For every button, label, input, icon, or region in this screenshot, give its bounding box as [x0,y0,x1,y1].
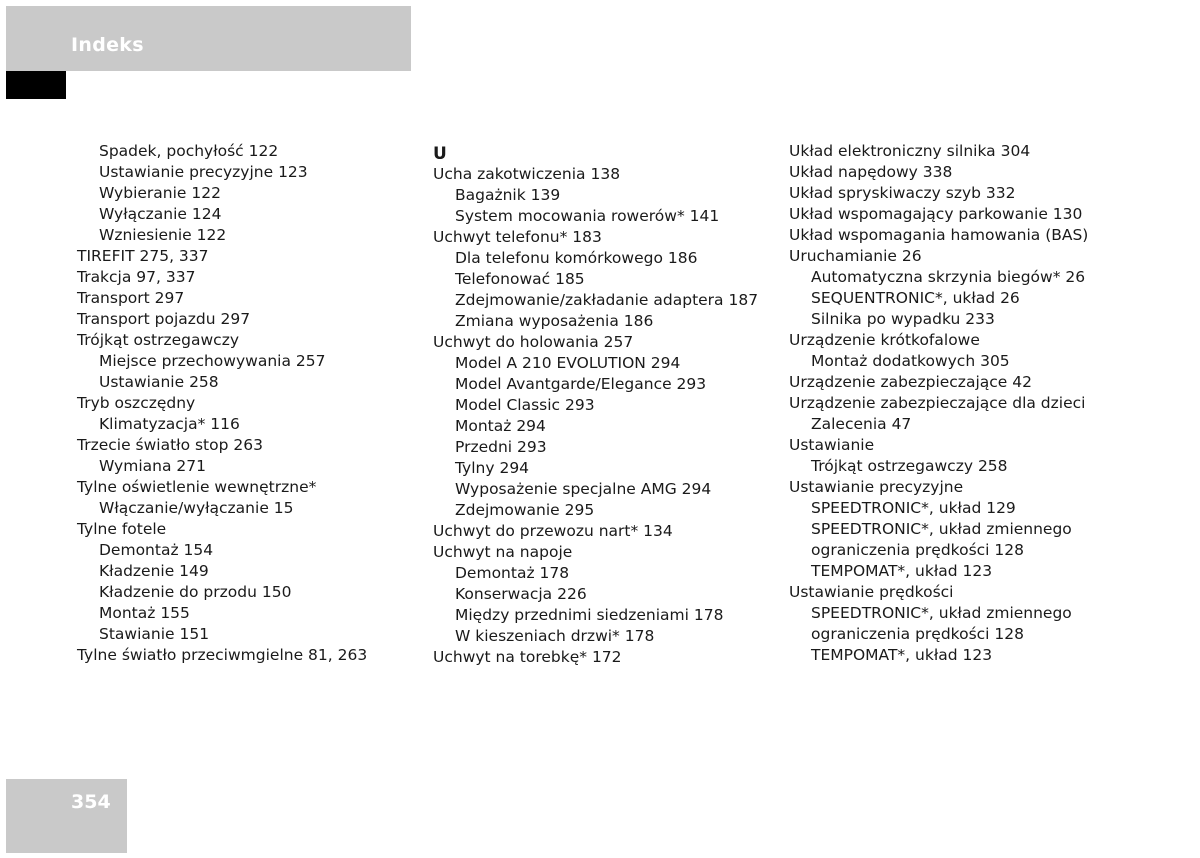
index-subentry: Wymiana 271 [99,457,206,475]
index-entry: Układ wspomagający parkowanie 130 [789,205,1083,223]
index-subentry: Włączanie/wyłączanie 15 [99,499,294,517]
index-entry: Uchwyt do holowania 257 [433,333,634,351]
index-subentry: Spadek, pochyłość 122 [99,142,279,160]
index-subentry: Stawianie 151 [99,625,210,643]
index-entry: Tylne fotele [77,520,167,538]
index-subentry: System mocowania rowerów* 141 [455,207,720,225]
index-subentry: Model A 210 EVOLUTION 294 [455,354,681,372]
page-number: 354 [71,791,111,813]
index-entry: Trójkąt ostrzegawczy [77,331,240,349]
index-subentry: Wzniesienie 122 [99,226,227,244]
index-subentry: Ustawianie 258 [99,373,219,391]
index-subentry: Wybieranie 122 [99,184,221,202]
index-subentry: Tylny 294 [455,459,530,477]
index-subentry: Zdejmowanie/zakładanie adaptera 187 [455,291,759,309]
index-entry: Uchwyt telefonu* 183 [433,228,602,246]
index-subentry: TEMPOMAT*, układ 123 [811,562,993,580]
index-subentry: Automatyczna skrzynia biegów* 26 [811,268,1086,286]
page-title: Indeks [71,34,144,56]
index-entry: TIREFIT 275, 337 [77,247,209,265]
index-entry: Ustawianie [789,436,875,454]
index-subentry: Demontaż 178 [455,564,570,582]
index-subentry: Miejsce przechowywania 257 [99,352,326,370]
index-entry: Uruchamianie 26 [789,247,922,265]
index-subentry: Klimatyzacja* 116 [99,415,240,433]
index-subentry: Zmiana wyposażenia 186 [455,312,654,330]
index-subentry: SPEEDTRONIC*, układ 129 [811,499,1016,517]
index-entry: Układ spryskiwaczy szyb 332 [789,184,1016,202]
index-subentry: Między przednimi siedzeniami 178 [455,606,724,624]
index-subentry: Demontaż 154 [99,541,214,559]
index-subentry: TEMPOMAT*, układ 123 [811,646,993,664]
index-subentry: Montaż 155 [99,604,190,622]
index-entry: Układ wspomagania hamowania (BAS) [789,226,1089,244]
index-entry: Uchwyt do przewozu nart* 134 [433,522,673,540]
index-entry: Tylne światło przeciwmgielne 81, 263 [77,646,368,664]
index-entry: Ucha zakotwiczenia 138 [433,165,621,183]
index-entry: Urządzenie zabezpieczające 42 [789,373,1032,391]
index-subentry: ograniczenia prędkości 128 [811,625,1024,643]
index-subentry: ograniczenia prędkości 128 [811,541,1024,559]
index-entry: Urządzenie zabezpieczające dla dzieci [789,394,1086,412]
index-subentry: Silnika po wypadku 233 [811,310,995,328]
index-entry: Urządzenie krótkofalowe [789,331,980,349]
index-subentry: Konserwacja 226 [455,585,587,603]
header-bar [6,6,411,71]
index-column-2 [433,144,773,668]
index-entry: Trakcja 97, 337 [77,268,196,286]
index-subentry: Montaż 294 [455,417,546,435]
index-subentry: Kładzenie 149 [99,562,209,580]
index-entry: Tryb oszczędny [77,394,196,412]
index-entry: Ustawianie precyzyjne [789,478,964,496]
index-column-3 [789,141,1129,666]
index-subentry: Model Avantgarde/Elegance 293 [455,375,707,393]
index-entry: Transport 297 [77,289,185,307]
index-subentry: SPEEDTRONIC*, układ zmiennego [811,604,1072,622]
index-subentry: Kładzenie do przodu 150 [99,583,292,601]
header-marker-block [6,71,66,99]
index-column-1 [77,141,417,666]
index-entry: Uchwyt na torebkę* 172 [433,648,622,666]
index-subentry: Montaż dodatkowych 305 [811,352,1010,370]
index-subentry: Wyposażenie specjalne AMG 294 [455,480,712,498]
index-subentry: Trójkąt ostrzegawczy 258 [811,457,1008,475]
index-subentry: Bagażnik 139 [455,186,561,204]
index-subentry: Ustawianie precyzyjne 123 [99,163,308,181]
index-subentry: Zdejmowanie 295 [455,501,595,519]
index-subentry: Dla telefonu komórkowego 186 [455,249,698,267]
index-entry: Uchwyt na napoje [433,543,573,561]
index-entry: Układ napędowy 338 [789,163,953,181]
index-entry: Układ elektroniczny silnika 304 [789,142,1031,160]
index-entry: Ustawianie prędkości [789,583,954,601]
index-subentry: Wyłączanie 124 [99,205,222,223]
index-subentry: Telefonować 185 [455,270,585,288]
index-entry: Transport pojazdu 297 [77,310,251,328]
section-letter: U [433,144,447,164]
index-subentry: Model Classic 293 [455,396,595,414]
index-entry: Trzecie światło stop 263 [77,436,263,454]
index-subentry: Zalecenia 47 [811,415,912,433]
index-subentry: SPEEDTRONIC*, układ zmiennego [811,520,1072,538]
index-subentry: W kieszeniach drzwi* 178 [455,627,655,645]
index-subentry: Przedni 293 [455,438,547,456]
index-subentry: SEQUENTRONIC*, układ 26 [811,289,1020,307]
index-entry: Tylne oświetlenie wewnętrzne* [77,478,317,496]
